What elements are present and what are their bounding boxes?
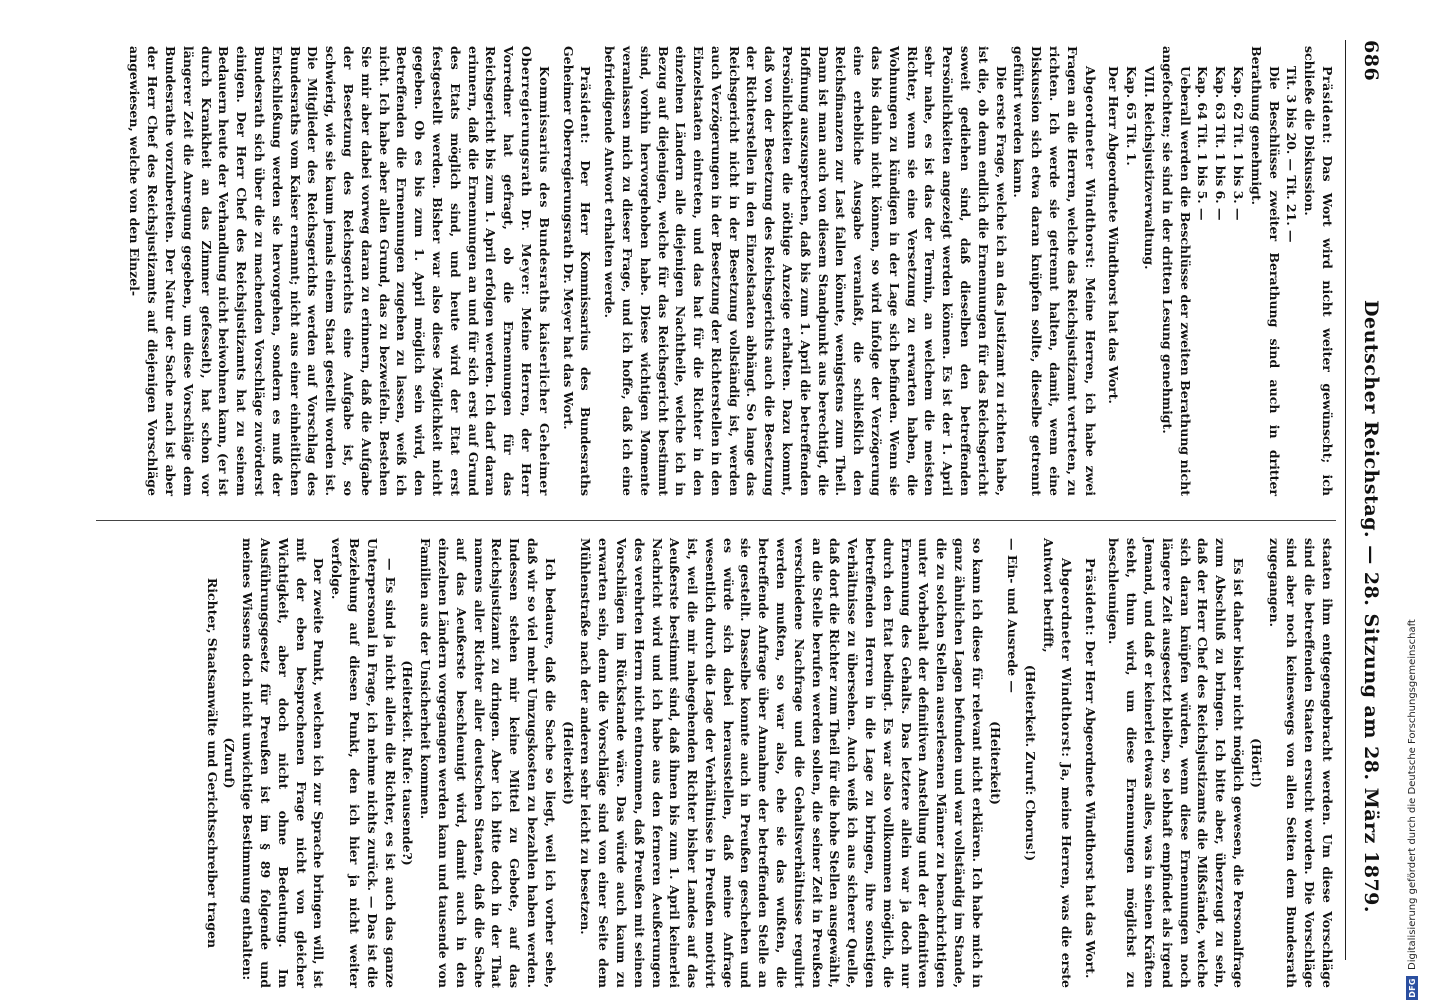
paragraph	[1265, 538, 1336, 988]
interjection	[1021, 538, 1039, 988]
speaker-name: Präsident:	[578, 66, 594, 145]
paragraph	[1229, 46, 1247, 496]
paragraph-text: VIII. Reichsjustizverwaltung.	[1142, 66, 1158, 270]
speaker-name: Präsident:	[1320, 66, 1335, 145]
paragraph-text: — Es sind ja nicht allein die Richter, es ist auch das ganze Unterpersonal in Frage, ich nehme nichts zurück. — Das ist die Beziehung auf diesen Punkt, den ich hier ja nicht weiter verfolge.	[329, 538, 398, 988]
paragraph-text: Kap. 65 Tit. 1.	[1124, 66, 1140, 166]
interjection	[203, 538, 221, 988]
paragraph-text: Das Wort wird nicht weiter gewünscht; ich schließe die Diskussion.	[1302, 46, 1335, 496]
interjection	[1247, 538, 1265, 988]
paragraph	[1211, 46, 1229, 496]
paragraph-text: Der zweite Punkt, welchen ich zur Sprache bringen will, ist mit der eben besprochenen Frage nicht von gleicher Wichtigkeit, aber doch nicht ohne Bedeutung. Im Ausführungsgesetz für Preußen ist im § 89 folgende und meines Wissens doch nicht unwichtige Bestimmung enthalten:	[240, 538, 327, 988]
paragraph	[1105, 46, 1123, 496]
paragraph-text: Meine Herren, ich habe zwei Fragen an die Herren, welche das Reichsjustizamt vertreten, zu richten. Ich werde sie getrennt halten, damit, wenn eine Diskussion sich etwa daran knüpfen sollte, dieselbe getrennt geführt werden kann.	[1011, 46, 1098, 496]
interjection	[399, 538, 417, 988]
paragraph	[1194, 46, 1212, 496]
page-header	[1352, 40, 1382, 960]
paragraph-text: (Heiterkeit)	[560, 721, 576, 805]
paragraph-text: (Zuruf)	[222, 737, 238, 789]
paragraph	[1140, 46, 1158, 496]
paragraph-text: Meine Herren, der Herr Vorredner hat gefragt, ob die Ernennungen für das Reichsgericht bis zum 1. April erfolgen werden. Ich darf daran erinnern, daß die Ernennungen an und für sich erst auf Grund des Etats möglich sind, und heute wird der Etat erst festgestellt werden. Bisher war also diese Möglichkeit nicht gegeben. Ob es bis zum 1. April möglich sein wird, den Betreffenden die Ernennungen zugehen zu lassen, weiß ich nicht. Ich habe aber allen Grund, das zu bezweifeln. Bestehen Sie mir aber dabei vorweg daran zu erinnern, daß die Aufgabe der Besetzung des Reichsgerichts eine Aufgabe ist, so schwierig, wie sie kaum jemals einem Staat gestellt worden ist. Die Mitglieder des Reichsgerichts werden auf Vorschlag des Bundesraths vom Kaiser ernannt; nicht aus einer einheitlichen Entschließung werden sie hervorgehen, sondern es muß der Bundesrath sich über die zu machenden Vorschläge zuvörderst einigen. Der Herr Chef des Reichsjustizamts hat zu seinem Bedauern heute der Verhandlung nicht beiwohnen kann, (er ist durch Krankheit an das Zimmer gefesselt), hat schon vor längerer Zeit die Anregung gegeben, um diese Vorschläge dem Bundesrathe vorzubereiten. Der Natur der Sache nach ist aber der Herr Chef des Reichsjustizamts auf diejenigen Vorschläge angewiesen, welche von den Einzel-	[127, 46, 534, 496]
paragraph-text: staaten ihm entgegengebracht werden. Um diese Vorschläge sind die betreffenden Staaten ersucht worden. Die Vorschläge sind aber noch keineswegs von allen Seiten dem Bundesrath zugegangen.	[1266, 538, 1335, 988]
paragraph-text: Die Beschlüsse zweiter Berathung sind auch in dritter Berathung genehmigt.	[1248, 46, 1282, 496]
paragraph-text: Ja, meine Herren, was die erste Antwort betrifft,	[1041, 538, 1074, 988]
paragraph	[559, 46, 595, 496]
speaker-name: Abgeordneter Windthorst:	[1082, 66, 1098, 269]
digitization-note	[1404, 560, 1420, 1000]
column-divider	[96, 520, 1336, 521]
paragraph-text: (Heiterkeit. Zuruf: Chorus!)	[1023, 664, 1039, 862]
paragraph	[327, 538, 398, 988]
paragraph	[600, 46, 1009, 496]
paragraph-text: Kap. 64 Tit. 1 bis 5. —	[1195, 66, 1211, 221]
paragraph-text: (Heiterkeit)	[987, 721, 1003, 805]
paragraph-text: Der Herr Kommissarius des Bundesraths Geheimer Oberregierungsrath Dr. Meyer hat das Wort.	[560, 46, 594, 496]
paragraph	[1039, 538, 1075, 988]
paragraph-text: Tit. 3 bis 20. — Tit. 21. —	[1284, 66, 1300, 243]
paragraph-text: so kann ich diese für relevant nicht erklären. Ich habe mich in ganz ähnlichen Lagen befunden und war vollständig im Stande, die zu solchen Stellen auserlesenen Männer zu benachrichtigen unter Vorbehalt der definitiven Anstellung und der definitiven Ernennung des Gehalts. Das letztere allein war ja doch nur durch den Etat bedingt. Es war also vollkommen möglich, die betreffenden Herren in die Lage zu bringen, ihre sonstigen Verhältnisse zu übersehen. Auch weiß ich aus sicherer Quelle, daß dort die Richter zum Theil für die hohe Stellen ausgewählt, an die Stelle berufen werden sollen, die seiner Zeit in Preußen verschiedene Nachfrage und die Gehaltsverhältnisse regulirt werden mußten, so war also, ehe sie das wußten, die betreffende Anfrage über Annahme der betreffenden Stelle an sie gestellt. Dasselbe konnte auch in Preußen geschehen und es würde sich dabei herausstellen, daß meine Anfrage wesentlich durch die Lage der Verhältnisse in Preußen motivirt ist, weil die mir nahegehenden Richter bisher Landes auf das Aeußerste bestimmt sind, daß ihnen bis zum 1. April keinerlei Nachricht wird und ich habe aus den ferneren Aeußerungen des verehrten Herrn nicht entnommen, daß Preußen mit seinen Vorschlägen im Rückstande wäre. Das würde auch kaum zu erwarten sein, denn die Vorschläge sind von einer Seite dem Mühlenstraße nach der anderen sehr leicht zu besetzen.	[578, 538, 985, 988]
paragraph-text: — Ein- und Ausrede —	[1005, 538, 1021, 693]
paragraph-text: Ueberall werden die Beschlüsse der zweiten Berathung nicht angefochten; sie sind in der dritten Lesung genehmigt.	[1159, 46, 1193, 496]
paragraph-text: Kap. 62 Tit. 1 bis 3. —	[1231, 66, 1247, 221]
paragraph	[1283, 46, 1301, 496]
paragraph	[1122, 46, 1140, 496]
header-rule	[1345, 40, 1346, 960]
right-column	[203, 538, 1336, 988]
left-column	[126, 46, 1336, 496]
paragraph	[238, 538, 327, 988]
paragraph	[1105, 538, 1247, 988]
paragraph-text: (Heiterkeit. Rufe: tausende?)	[400, 660, 416, 866]
paragraph-text: Es ist daher bisher nicht möglich gewesen, die Personalfrage zum Abschluß zu bringen. Ich bitte aber, überzeugt zu sein, daß der Herr Chef des Reichsjustizamts die Mißstände, welche sich daran knüpfen würden, wenn diese Ernennungen noch längere Zeit ausgesetzt bleiben, so lebhaft empfindet als irgend Jemand, und daß er keinerlei etwas alles, was in seinen Kräften steht, thun wird, um diese Ernennungen möglichst zu beschleunigen.	[1106, 538, 1247, 988]
paragraph	[1010, 46, 1099, 496]
paragraph-text: Ich bedaure, daß die Sache so liegt, weil ich vorher sehe, daß wir so viel mehr Umzugskosten zu bezahlen haben werden. Indessen stehen mir keine Mittel zu Gebote, auf das Reichsjustizamt zu dringen. Aber ich bitte doch in der That namens aller Richter aller deutschen Staaten, daß die Sache auf das Aeußerste beschleunigt wird, damit auch in den einzelnen Ländern vorgegangen werden kann und tausende von Familien aus der Unsicherheit kommen.	[418, 538, 558, 988]
paragraph	[126, 46, 553, 496]
paragraph	[1158, 46, 1194, 496]
page-title: Deutscher Reichstag. — 28. Sitzung am 28. März 1879.	[1360, 300, 1382, 913]
paragraph	[1300, 46, 1336, 496]
paragraph	[577, 538, 986, 988]
interjection	[986, 538, 1004, 988]
interjection	[559, 538, 577, 988]
interjection	[221, 538, 239, 988]
speaker-name: Kommissarius des Bundesraths kaiserlicher Geheimer Oberregierungsrath Dr. Meyer:	[518, 46, 552, 496]
paragraph	[416, 538, 558, 988]
paragraph-text: Kap. 63 Tit. 1 bis 6. —	[1213, 66, 1229, 221]
paragraph-text: (Hört!)	[1248, 738, 1264, 788]
paragraph	[1081, 538, 1099, 988]
paragraph-text: Der Herr Abgeordnete Windthorst hat das Wort.	[1106, 66, 1122, 404]
speaker-name: Abgeordneter Windthorst:	[1058, 558, 1074, 758]
page-number: 686	[1360, 40, 1382, 82]
speaker-name: Präsident:	[1082, 558, 1098, 637]
paragraph-text: Richter, Staatsanwälte und Gerichtsschreiber tragen	[204, 577, 220, 949]
digitization-note-text: Digitalisierung gefördert durch die Deutsche Forschungsgemeinschaft	[1406, 619, 1418, 970]
paragraph-text: Die erste Frage, welche ich an das Justizamt zu richten habe, ist die, ob denn endlich die Ernennungen für das Reichsgericht soweit gediehen sind, daß dieselben den betreffenden Persönlichkeiten angezeigt werden können. Es ist der 1. April sehr nahe, es ist das der Termin, an welchem die meisten Richter, wenn sie eine Versetzung zu erwarten haben, die Wohnungen zu kündigen in der Lage sich befinden. Wenn sie das bis dahin nicht können, so wird infolge der Verzögerung eine erhebliche Ausgabe veranlaßt, die schließlich den Reichsfinanzen zur Last fallen könnte, wenigstens zum Theil. Dann ist man auch von diesem Standpunkt aus berechtigt, die Hoffnung auszusprechen, daß bis zum 1. April die betreffenden Persönlichkeiten die nöthige Anzeige erhalten. Dazu kommt, daß von der Besetzung des Reichsgerichts auch die Besetzung der Richterstellen in den Einzelstaaten abhängt. So lange das Reichsgericht nicht in der Besetzung vollständig ist, werden auch Verzögerungen in der Besetzung der Richterstellen in den Einzelstaaten eintreten, und das hat für die Richter in den einzelnen Ländern alle diejenigen Nachtheile, welche ich in Bezug auf diejenigen, welche für das Reichsgericht bestimmt sind, vorhin hervorgehoben habe. Diese wichtigen Momente veranlassen mich zu dieser Frage, und ich hoffe, daß ich eine befriedigende Antwort erhalten werde.	[602, 46, 1009, 496]
dfg-logo-icon: DFG	[1406, 976, 1418, 1000]
paragraph	[1004, 538, 1022, 988]
paragraph-text: Der Herr Abgeordnete Windthorst hat das Wort.	[1082, 640, 1098, 979]
paragraph	[1247, 46, 1283, 496]
